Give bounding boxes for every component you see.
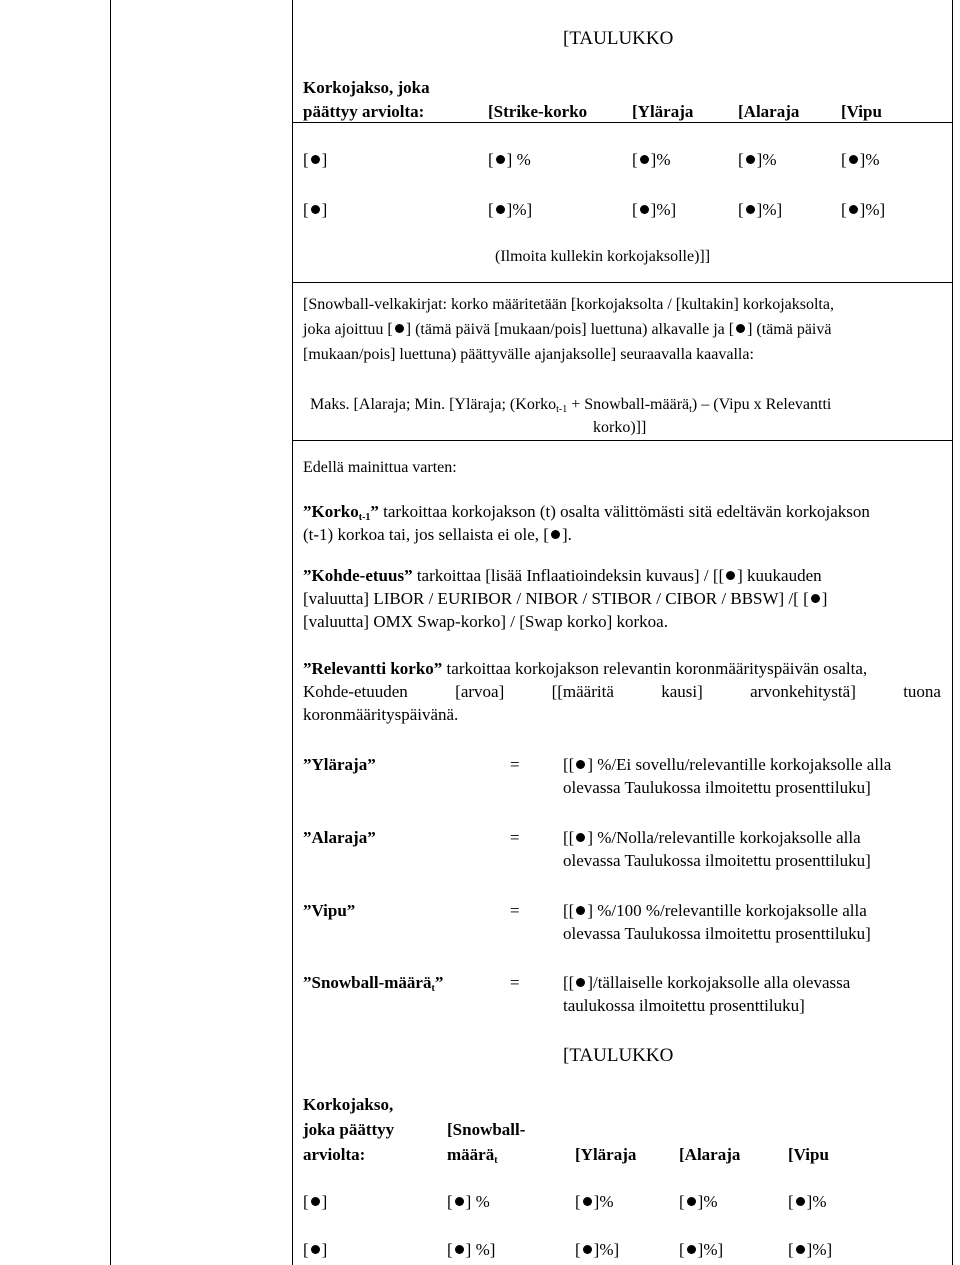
- def-vipu-eq: =: [510, 901, 520, 920]
- definition-korko: ”Korko$_{t-1}$” tarkoittaa korkojakson (t) osalta välittömästi sitä edeltävän korkojakson (t-1) korkoa tai, jos sellaista ei ole, [ ].: [303, 502, 870, 544]
- table2-row1-cell1: [ ]: [303, 1192, 328, 1211]
- bullet-placeholder-icon: [311, 1245, 320, 1254]
- bullet-placeholder-icon: [583, 1197, 592, 1206]
- bullet-placeholder-icon: [576, 760, 585, 769]
- bullet-placeholder-icon: [746, 155, 755, 164]
- table1-row1-cell3: [ ]%: [632, 150, 671, 169]
- def-alaraja-text1: [[ ] %/Nolla/relevantille korkojaksolle alla: [563, 828, 861, 847]
- def-alaraja-text2: olevassa Taulukossa ilmoitettu prosenttiluku]: [563, 851, 871, 870]
- bullet-placeholder-icon: [311, 1197, 320, 1206]
- table1-row2-cell3: [ ]%]: [632, 200, 677, 219]
- snowball-formula-line1: Maks. [Alaraja; Min. [Yläraja; (Korko$_{t-1}$ + Snowball-määrä$_t$) – (Vipu x Relevantti: [310, 396, 832, 415]
- table2-col1-line3: arviolta:: [303, 1145, 366, 1164]
- table2-col1-line2: joka päättyy: [303, 1120, 395, 1139]
- def-alaraja-eq: =: [510, 828, 520, 847]
- table2-row2-cell4: [ ]%]: [679, 1240, 724, 1259]
- table2-row1-cell4: [ ]%: [679, 1192, 718, 1211]
- bullet-placeholder-icon: [796, 1197, 805, 1206]
- table2-row2-cell5: [ ]%]: [788, 1240, 833, 1259]
- table2-title: [TAULUKKO: [563, 1045, 674, 1066]
- left-margin-line: [110, 0, 111, 1265]
- table1-row1-cell4: [ ]%: [738, 150, 777, 169]
- table1-row1-cell2: [ ] %: [488, 150, 531, 169]
- bullet-placeholder-icon: [796, 1245, 805, 1254]
- table2-row1-cell5: [ ]%: [788, 1192, 827, 1211]
- def-snowball-text1: [[ ]/tällaiselle korkojaksolle alla olevassa: [563, 973, 851, 992]
- snowball-formula-line2: korko)]]: [593, 419, 647, 436]
- bullet-placeholder-icon: [551, 530, 560, 539]
- bullet-placeholder-icon: [395, 324, 404, 333]
- bullet-placeholder-icon: [455, 1197, 464, 1206]
- table1-row2-cell4: [ ]%]: [738, 200, 783, 219]
- table2-header-alaraja: [Alaraja: [679, 1145, 741, 1164]
- def-snowball-eq: =: [510, 973, 520, 992]
- table1-row2-cell2: [ ]%]: [488, 200, 533, 219]
- table2-row2-cell1: [ ]: [303, 1240, 328, 1259]
- bullet-placeholder-icon: [496, 155, 505, 164]
- table1-header-strike: [Strike-korko: [488, 102, 588, 121]
- bullet-placeholder-icon: [736, 324, 745, 333]
- table1-title: [TAULUKKO: [563, 28, 674, 49]
- table1-row1-cell1: [ ]: [303, 150, 328, 169]
- bullet-placeholder-icon: [726, 571, 735, 580]
- table2-row2-cell3: [ ]%]: [575, 1240, 620, 1259]
- bullet-placeholder-icon: [576, 978, 585, 987]
- column-divider-line: [292, 0, 293, 1265]
- table1-header-vipu: [Vipu: [841, 102, 882, 121]
- right-margin-line: [952, 0, 953, 1265]
- bullet-placeholder-icon: [640, 205, 649, 214]
- def-ylaraja-eq: =: [510, 755, 520, 774]
- table2-col1-line1: Korkojakso,: [303, 1095, 394, 1114]
- table2-header-ylaraja: [Yläraja: [575, 1145, 637, 1164]
- table2-col2-line2: määrä$_t$: [447, 1145, 498, 1166]
- bullet-placeholder-icon: [576, 906, 585, 915]
- snowball-intro-line3: [mukaan/pois] luettuna) päättyvälle ajanjaksolle] seuraavalla kaavalla:: [303, 346, 754, 363]
- table1-row2-cell1: [ ]: [303, 200, 328, 219]
- table1-header-rule: [292, 122, 952, 123]
- bullet-placeholder-icon: [583, 1245, 592, 1254]
- def-vipu-text1: [[ ] %/100 %/relevantille korkojaksolle alla: [563, 901, 867, 920]
- def-ylaraja-text1: [[ ] %/Ei sovellu/relevantille korkojaksolle alla: [563, 755, 892, 774]
- table1-header-col1-line2: päättyy arviolta:: [303, 102, 425, 121]
- def-snowball-text2: taulukossa ilmoitettu prosenttiluku]: [563, 996, 805, 1015]
- table2-row2-cell2: [ ] %]: [447, 1240, 496, 1259]
- table1-row1-cell5: [ ]%: [841, 150, 880, 169]
- bullet-placeholder-icon: [849, 155, 858, 164]
- table1-header-alaraja: [Alaraja: [738, 102, 800, 121]
- def-ylaraja-term: ”Yläraja”: [303, 755, 376, 774]
- bullet-placeholder-icon: [640, 155, 649, 164]
- bullet-placeholder-icon: [811, 594, 820, 603]
- bullet-placeholder-icon: [311, 205, 320, 214]
- table2-row1-cell2: [ ] %: [447, 1192, 490, 1211]
- def-snowball-term: ”Snowball-määrä$_t$”: [303, 973, 444, 994]
- table1-row2-cell5: [ ]%]: [841, 200, 886, 219]
- bullet-placeholder-icon: [687, 1245, 696, 1254]
- bullet-placeholder-icon: [496, 205, 505, 214]
- table2-row1-cell3: [ ]%: [575, 1192, 614, 1211]
- formula-bottom-rule: [292, 440, 952, 441]
- table2-col2-line1: [Snowball-: [447, 1120, 526, 1139]
- table2-header-vipu: [Vipu: [788, 1145, 829, 1164]
- snowball-intro-line2: joka ajoittuu [ ] (tämä päivä [mukaan/pois] luettuna) alkavalle ja [ ] (tämä päivä: [303, 321, 832, 338]
- table1-bottom-rule: [292, 282, 952, 283]
- definitions-heading: Edellä mainittua varten:: [303, 459, 457, 476]
- def-alaraja-term: ”Alaraja”: [303, 828, 376, 847]
- bullet-placeholder-icon: [455, 1245, 464, 1254]
- def-ylaraja-text2: olevassa Taulukossa ilmoitettu prosenttiluku]: [563, 778, 871, 797]
- bullet-placeholder-icon: [311, 155, 320, 164]
- bullet-placeholder-icon: [576, 833, 585, 842]
- bullet-placeholder-icon: [746, 205, 755, 214]
- table1-note: (Ilmoita kullekin korkojaksolle)]]: [495, 248, 711, 265]
- bullet-placeholder-icon: [687, 1197, 696, 1206]
- table1-header-ylaraja: [Yläraja: [632, 102, 694, 121]
- def-vipu-term: ”Vipu”: [303, 901, 356, 920]
- definition-kohde-etuus: ”Kohde-etuus” tarkoittaa [lisää Inflaatioindeksin kuvaus] / [[ ] kuukauden [valuutta] LIBOR / EURIBOR / NIBOR / STIBOR / CIBOR / BBSW] /[ [ ] [valuutta] OMX Swap-korko] / [Swap korko] korkoa.: [303, 566, 828, 631]
- definition-relevantti-korko: ”Relevantti korko” tarkoittaa korkojakson relevantin koronmäärityspäivän osalta, Kohde-etuuden [arvoa] [[määritä kausi] arvonkehitystä] tuona koronmäärityspäivänä.: [303, 659, 941, 724]
- table1-header-col1-line1: Korkojakso, joka: [303, 78, 430, 97]
- bullet-placeholder-icon: [849, 205, 858, 214]
- def-vipu-text2: olevassa Taulukossa ilmoitettu prosenttiluku]: [563, 924, 871, 943]
- snowball-intro-line1: [Snowball-velkakirjat: korko määritetään [korkojaksolta / [kultakin] korkojaksolta,: [303, 296, 834, 313]
